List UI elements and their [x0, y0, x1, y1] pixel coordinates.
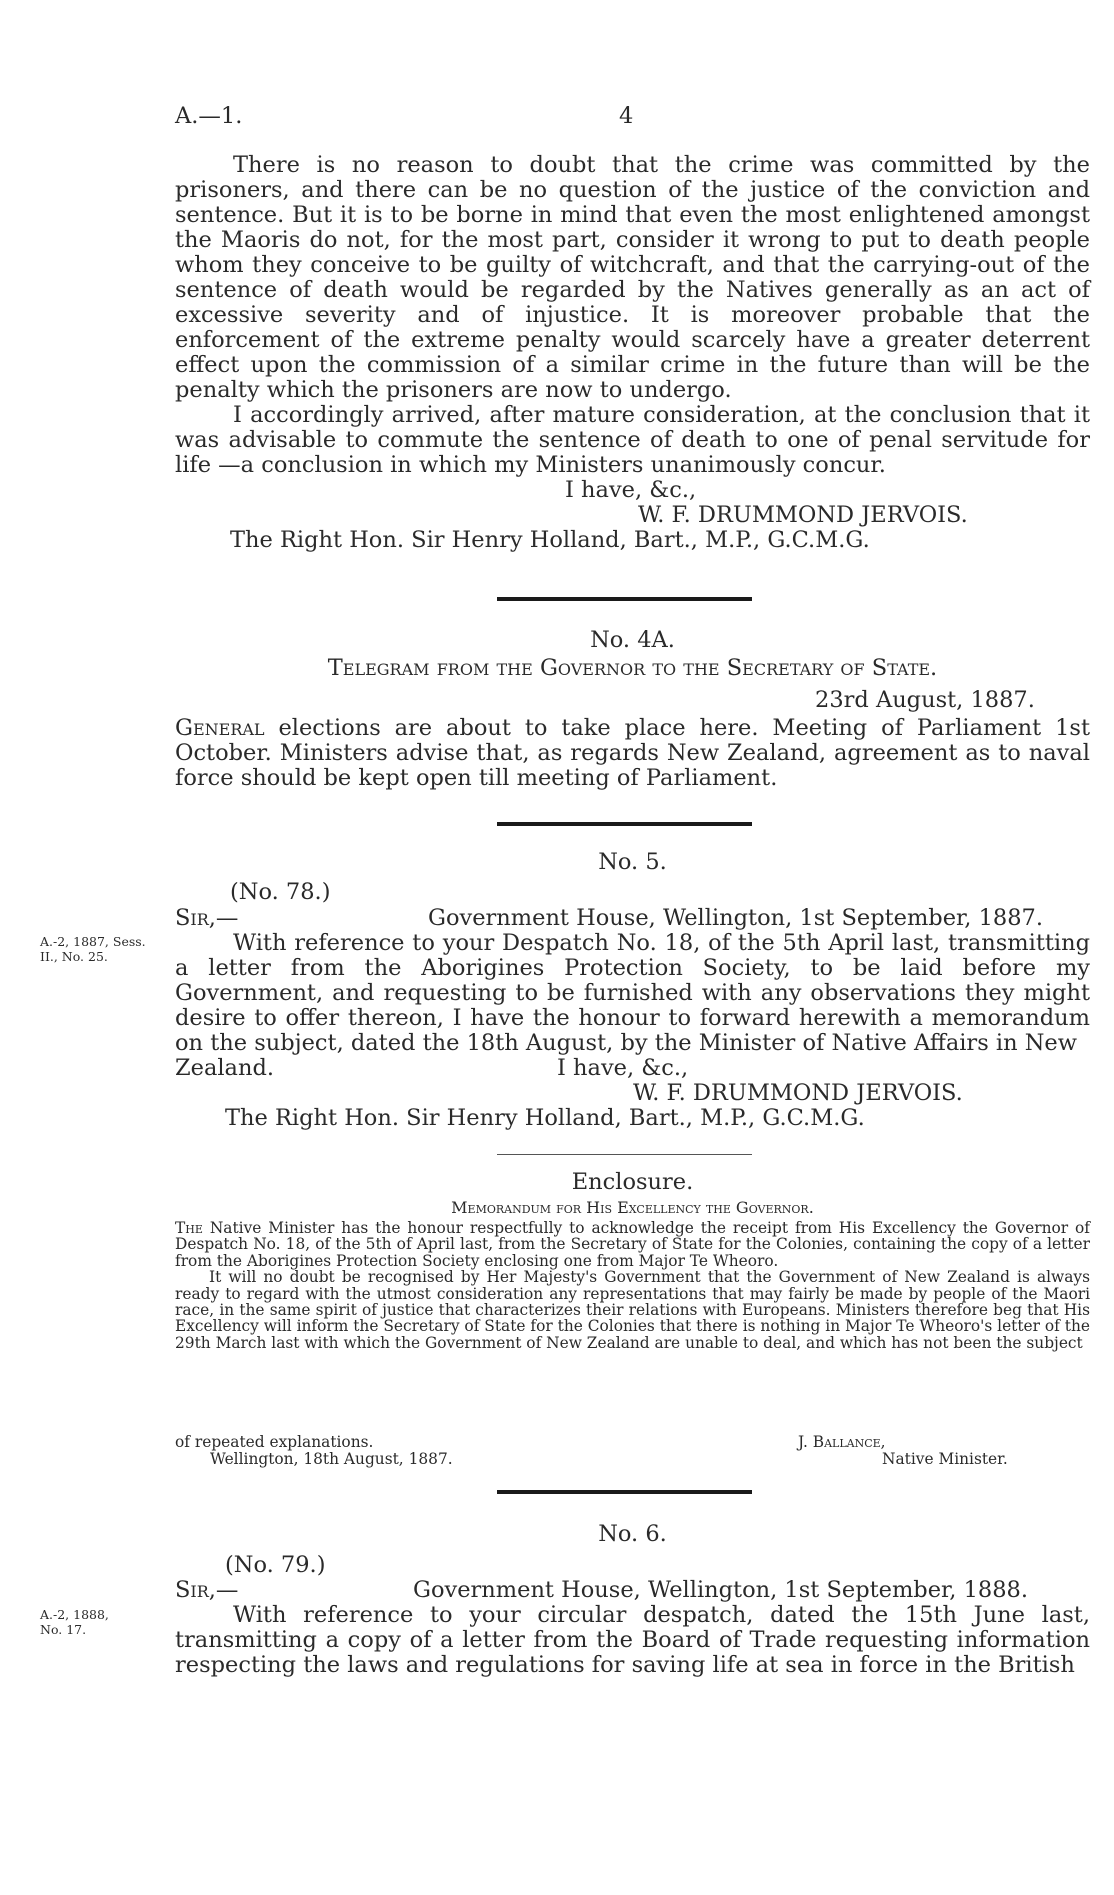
closing: I have, &c.,	[565, 477, 697, 503]
telegram-date: 23rd August, 1887.	[815, 687, 1035, 713]
memorandum-title: Memorandum for His Excellency the Governor.	[451, 1198, 814, 1217]
page-number: 4	[619, 103, 634, 129]
lead-word: General	[175, 715, 265, 741]
section-rule	[497, 1154, 752, 1155]
signer-title: Native Minister.	[882, 1450, 1008, 1468]
section-number: No. 4A.	[590, 627, 675, 653]
paper-reference: A.—1.	[175, 103, 243, 129]
addressee: The Right Hon. Sir Henry Holland, Bart., M.P., G.C.M.G.	[230, 527, 870, 553]
body-last-line: of repeated explanations.	[175, 1433, 374, 1451]
salutation: Sir,—	[175, 1577, 239, 1603]
margin-note: A.-2, 1888, No. 17.	[40, 1607, 109, 1637]
section-number: No. 5.	[598, 849, 667, 875]
closing: I have, &c.,	[557, 1055, 689, 1081]
despatch-continuation	[175, 153, 1090, 478]
signature: W. F. DRUMMOND JERVOIS.	[633, 1080, 963, 1106]
enclosure-heading: Enclosure.	[571, 1169, 694, 1195]
place-date: Government House, Wellington, 1st September, 1887.	[428, 905, 1044, 931]
telegram-title: Telegram from the Governor to the Secretary of State.	[327, 655, 938, 681]
paragraph: It will no doubt be recognised by Her Majesty's Government that the Government of New Zealand is always ready to regard with the utmost consideration any representations that may fairly be made by people of the Maori race, in the same spirit of justice that characterizes their relations with Europeans. Ministers therefore beg that His Excellency will inform the Secretary of State for the Colonies that there is nothing in Major Te Wheoro's letter of the 29th March last with which the Government of New Zealand are unable to deal, and which has not been the subject	[175, 1268, 1090, 1352]
telegram-text: elections are about to take place here. Meeting of Parliament 1st October. Ministers advise that, as regards New Zealand, agreement as to naval force should be kept open till meeting of Parliament.	[175, 715, 1090, 791]
paragraph: I accordingly arrived, after mature consideration, at the conclusion that it was advisable to commute the sentence of death to one of penal servitude for life —a conclusion in which my Ministers unanimously concur.	[175, 402, 1090, 478]
section-number: No. 6.	[598, 1521, 667, 1547]
place-date: Government House, Wellington, 1st September, 1888.	[413, 1577, 1029, 1603]
addressee: The Right Hon. Sir Henry Holland, Bart., M.P., G.C.M.G.	[225, 1105, 865, 1131]
despatch-body	[175, 931, 1090, 1056]
despatch-ref: (No. 78.)	[230, 879, 331, 905]
telegram-body	[175, 716, 1090, 791]
place-date: Wellington, 18th August, 1887.	[210, 1450, 453, 1468]
margin-note: A.-2, 1887, Sess. II., No. 25.	[40, 934, 146, 964]
paragraph: With reference to your circular despatch, dated the 15th June last, transmitting a copy of a letter from the Board of Trade requesting information respecting the laws and regulations for saving life at sea in force in the British	[175, 1602, 1090, 1678]
despatch-body	[175, 1603, 1090, 1678]
paragraph: There is no reason to doubt that the crime was committed by the prisoners, and there can be no question of the justice of the conviction and sentence. But it is to be borne in mind that even the most enlightened amongst the Maoris do not, for the most part, consider it wrong to put to death people whom they conceive to be guilty of witchcraft, and that the carrying-out of the sentence of death would be regarded by the Natives generally as an act of excessive severity and of injustice. It is moreover probable that the enforcement of the extreme penalty would scarcely have a greater deterrent effect upon the commission of a similar crime in the future than will be the penalty which the prisoners are now to undergo.	[175, 152, 1090, 403]
lead-word: The	[175, 1219, 203, 1237]
salutation: Sir,—	[175, 905, 239, 931]
section-rule	[497, 597, 752, 601]
paragraph: Native Minister has the honour respectfully to acknowledge the receipt from His Excellency the Governor of Despatch No. 18, of the 5th of April last, from the Secretary of State for the Colonies, containing the copy of a letter from the Aborigines Protection Society enclosing one from Major Te Wheoro.	[175, 1219, 1090, 1270]
body-last-line: Zealand.	[175, 1055, 275, 1081]
section-rule	[497, 1490, 752, 1494]
paragraph: With reference to your Despatch No. 18, of the 5th April last, transmitting a letter from the Aborigines Protection Society, to be laid before my Government, and requesting to be furnished with any observations they might desire to offer thereon, I have the honour to forward herewith a memorandum on the subject, dated the 18th August, by the Minister of Native Affairs in New	[175, 930, 1090, 1056]
signature: W. F. DRUMMOND JERVOIS.	[638, 502, 968, 528]
section-rule	[497, 822, 752, 826]
memorandum-body	[175, 1220, 1090, 1351]
signature: J. Ballance,	[798, 1433, 886, 1451]
despatch-ref: (No. 79.)	[225, 1552, 326, 1578]
